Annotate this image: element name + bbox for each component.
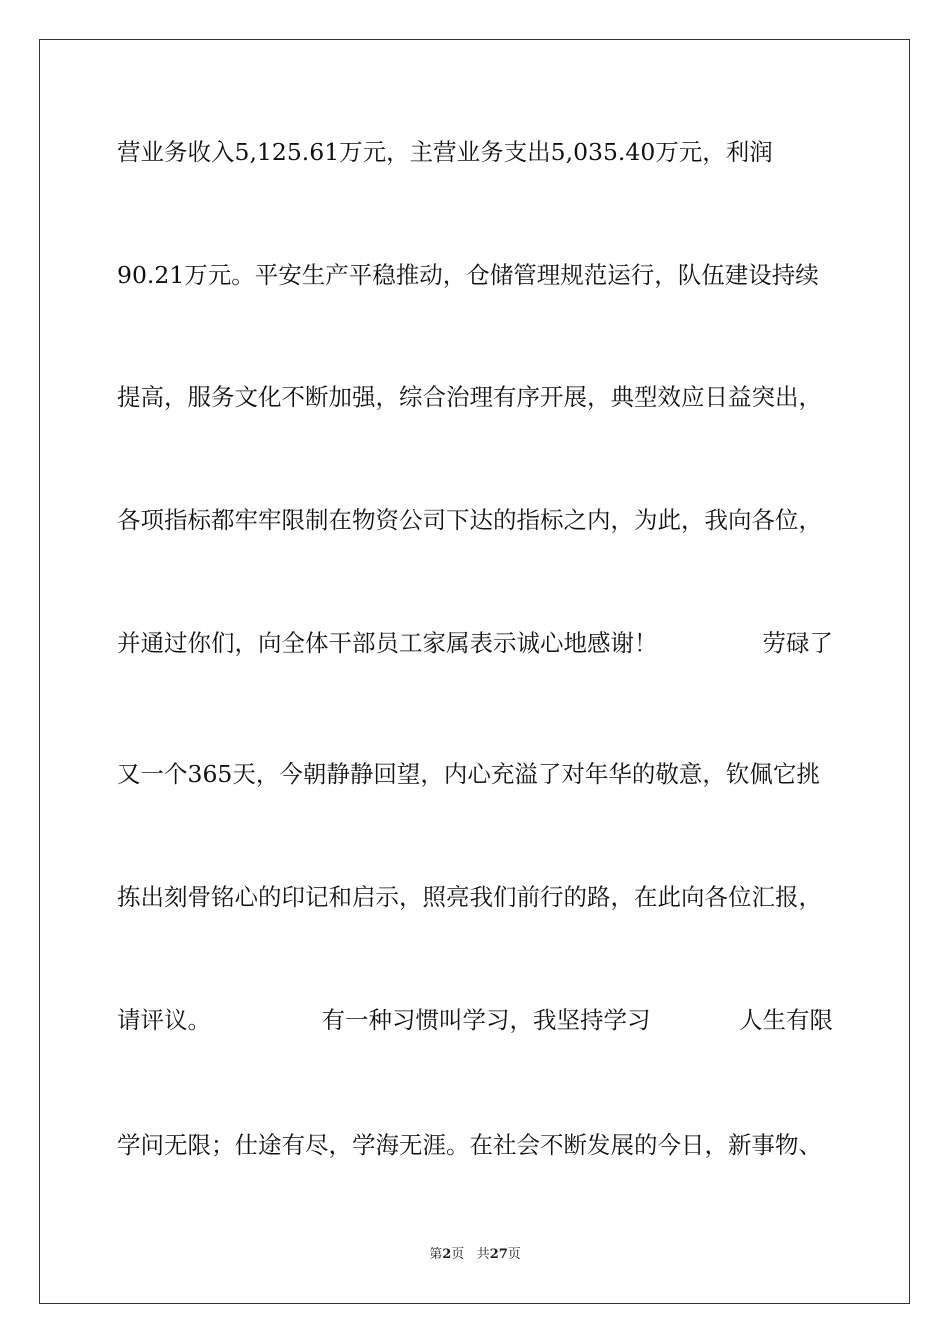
text-line-9 — [117, 1128, 833, 1162]
text-line-8 — [117, 1003, 833, 1037]
footer-total-suffix: 页 — [507, 1247, 521, 1262]
text-line-4-content: 各项指标都牢牢限制在物资公司下达的指标之内，为此，我向各位， — [117, 506, 822, 534]
text-line-1-content: 营业务收入5,125.61万元，主营业务支出5,035.40万元，利润 — [117, 138, 773, 166]
text-line-2 — [117, 258, 833, 292]
footer-total-prefix: 共 — [476, 1247, 490, 1262]
text-line-5-content: 并通过你们，向全体干部员工家属表示诚心地感谢！ — [117, 629, 658, 657]
text-line-2-content: 90.21万元。平安生产平稳推动，仓储管理规范运行，队伍建设持续 — [117, 261, 819, 289]
text-line-6-content: 又一个365天，今朝静静回望，内心充溢了对年华的敬意，钦佩它挑 — [117, 760, 820, 788]
text-line-8-tail: 人生有限 — [739, 1006, 833, 1034]
text-line-8-middle: 有一种习惯叫学习，我坚持学习 — [321, 1006, 651, 1034]
text-line-1 — [117, 135, 833, 169]
text-line-6 — [117, 757, 833, 791]
text-line-7-content: 拣出刻骨铭心的印记和启示，照亮我们前行的路，在此向各位汇报， — [117, 883, 822, 911]
text-line-3-content: 提高，服务文化不断加强，综合治理有序开展，典型效应日益突出， — [117, 383, 822, 411]
text-line-7 — [117, 880, 833, 914]
text-line-4 — [117, 503, 833, 537]
text-line-8-content: 请评议。 — [117, 1006, 211, 1034]
text-line-3 — [117, 380, 833, 414]
page-footer — [0, 1246, 950, 1264]
footer-page-suffix: 页 — [451, 1247, 465, 1262]
text-line-5-tail: 劳碌了 — [762, 629, 833, 657]
footer-prefix: 第 — [429, 1247, 443, 1262]
text-line-9-content: 学问无限；仕途有尽，学海无涯。在社会不断发展的今日，新事物、 — [117, 1131, 822, 1159]
text-line-5 — [117, 626, 833, 660]
page-border — [39, 39, 910, 1304]
footer-current-page: 2 — [442, 1247, 452, 1262]
footer-total-pages: 27 — [489, 1247, 508, 1262]
